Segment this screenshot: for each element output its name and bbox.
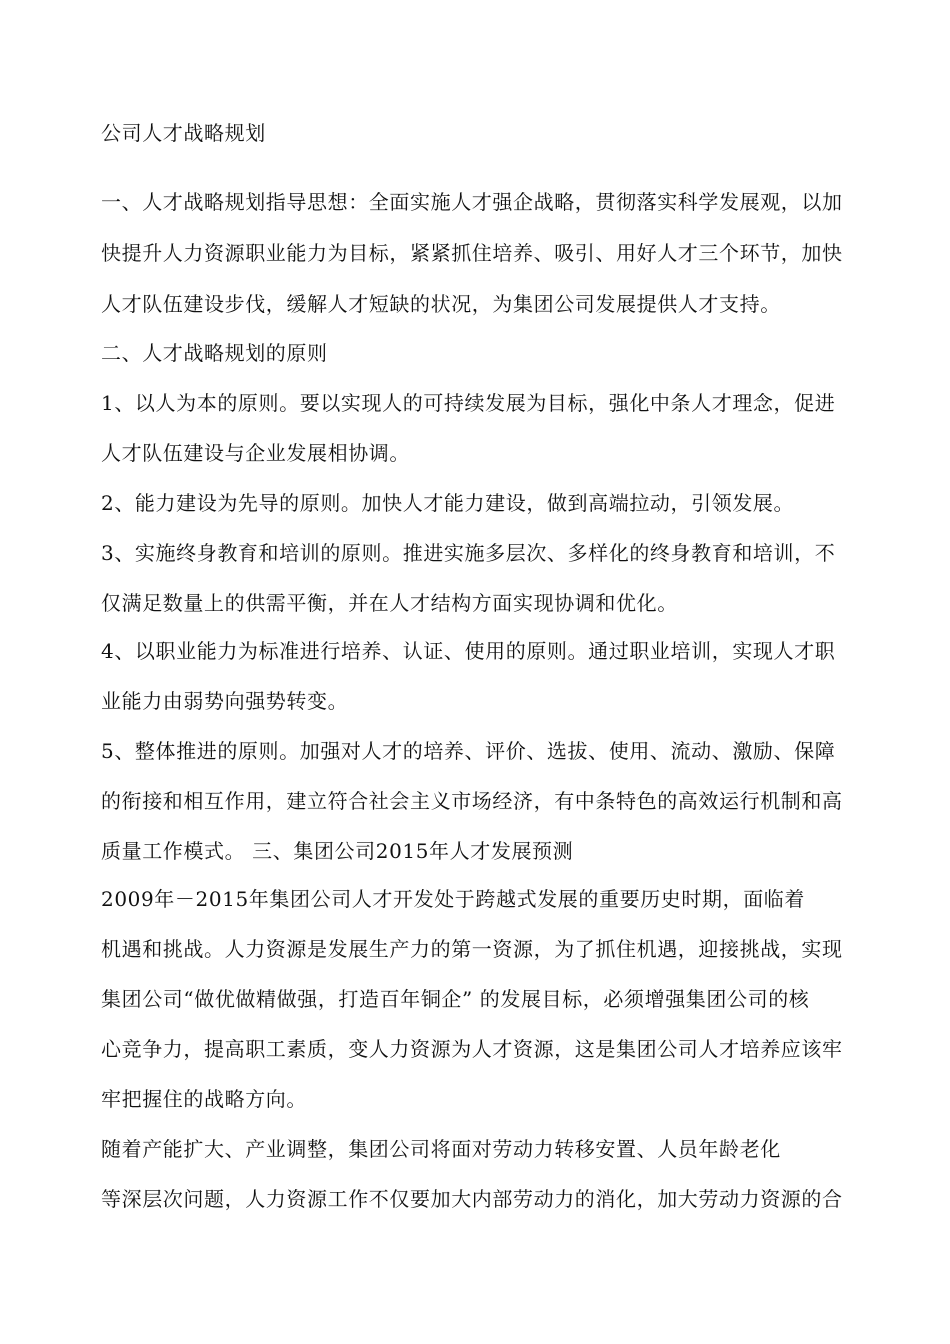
text-line: 人才队伍建设步伐，缓解人才短缺的状况，为集团公司发展提供人才支持。 xyxy=(101,292,781,316)
text-line: 随着产能扩大、产业调整，集团公司将面对劳动力转移安置、人员年龄老化 xyxy=(101,1137,781,1161)
text-line: 2009年－2015年集团公司人才开发处于跨越式发展的重要历史时期，面临着 xyxy=(101,887,805,911)
text-line: 心竞争力，提高职工素质，变人力资源为人才资源，这是集团公司人才培养应该牢 xyxy=(101,1037,843,1061)
text-line: 等深层次问题，人力资源工作不仅要加大内部劳动力的消化，加大劳动力资源的合 xyxy=(101,1187,843,1211)
text-line: 业能力由弱势向强势转变。 xyxy=(101,689,349,713)
text-line: 人才队伍建设与企业发展相协调。 xyxy=(101,441,410,465)
text-line: 机遇和挑战。人力资源是发展生产力的第一资源，为了抓住机遇，迎接挑战，实现 xyxy=(101,937,843,961)
text-line: 2、能力建设为先导的原则。加快人才能力建设，做到高端拉动，引领发展。 xyxy=(101,491,795,515)
text-line: 集团公司“做优做精做强，打造百年铜企” 的发展目标，必须增强集团公司的核 xyxy=(101,987,810,1011)
text-line: 牢把握住的战略方向。 xyxy=(101,1087,307,1111)
text-line: 1、以人为本的原则。要以实现人的可持续发展为目标，强化中条人才理念，促进 xyxy=(101,391,836,415)
text-line: 质量工作模式。 三、集团公司2015年人才发展预测 xyxy=(101,839,574,863)
text-line: 快提升人力资源职业能力为目标，紧紧抓住培养、吸引、用好人才三个环节，加快 xyxy=(101,241,843,265)
text-line: 的衔接和相互作用，建立符合社会主义市场经济，有中条特色的高效运行机制和高 xyxy=(101,789,843,813)
text-line: 4、以职业能力为标准进行培养、认证、使用的原则。通过职业培训，实现人才职 xyxy=(101,639,836,663)
text-line: 一、人才战略规划指导思想：全面实施人才强企战略，贯彻落实科学发展观，以加 xyxy=(101,190,843,214)
text-line: 仅满足数量上的供需平衡，并在人才结构方面实现协调和优化。 xyxy=(101,591,678,615)
section-heading: 二、人才战略规划的原则 xyxy=(101,341,328,365)
document-title: 公司人才战略规划 xyxy=(101,121,266,145)
text-line: 3、实施终身教育和培训的原则。推进实施多层次、多样化的终身教育和培训，不 xyxy=(101,541,836,565)
text-line: 5、整体推进的原则。加强对人才的培养、评价、选拔、使用、流动、激励、保障 xyxy=(101,739,836,763)
